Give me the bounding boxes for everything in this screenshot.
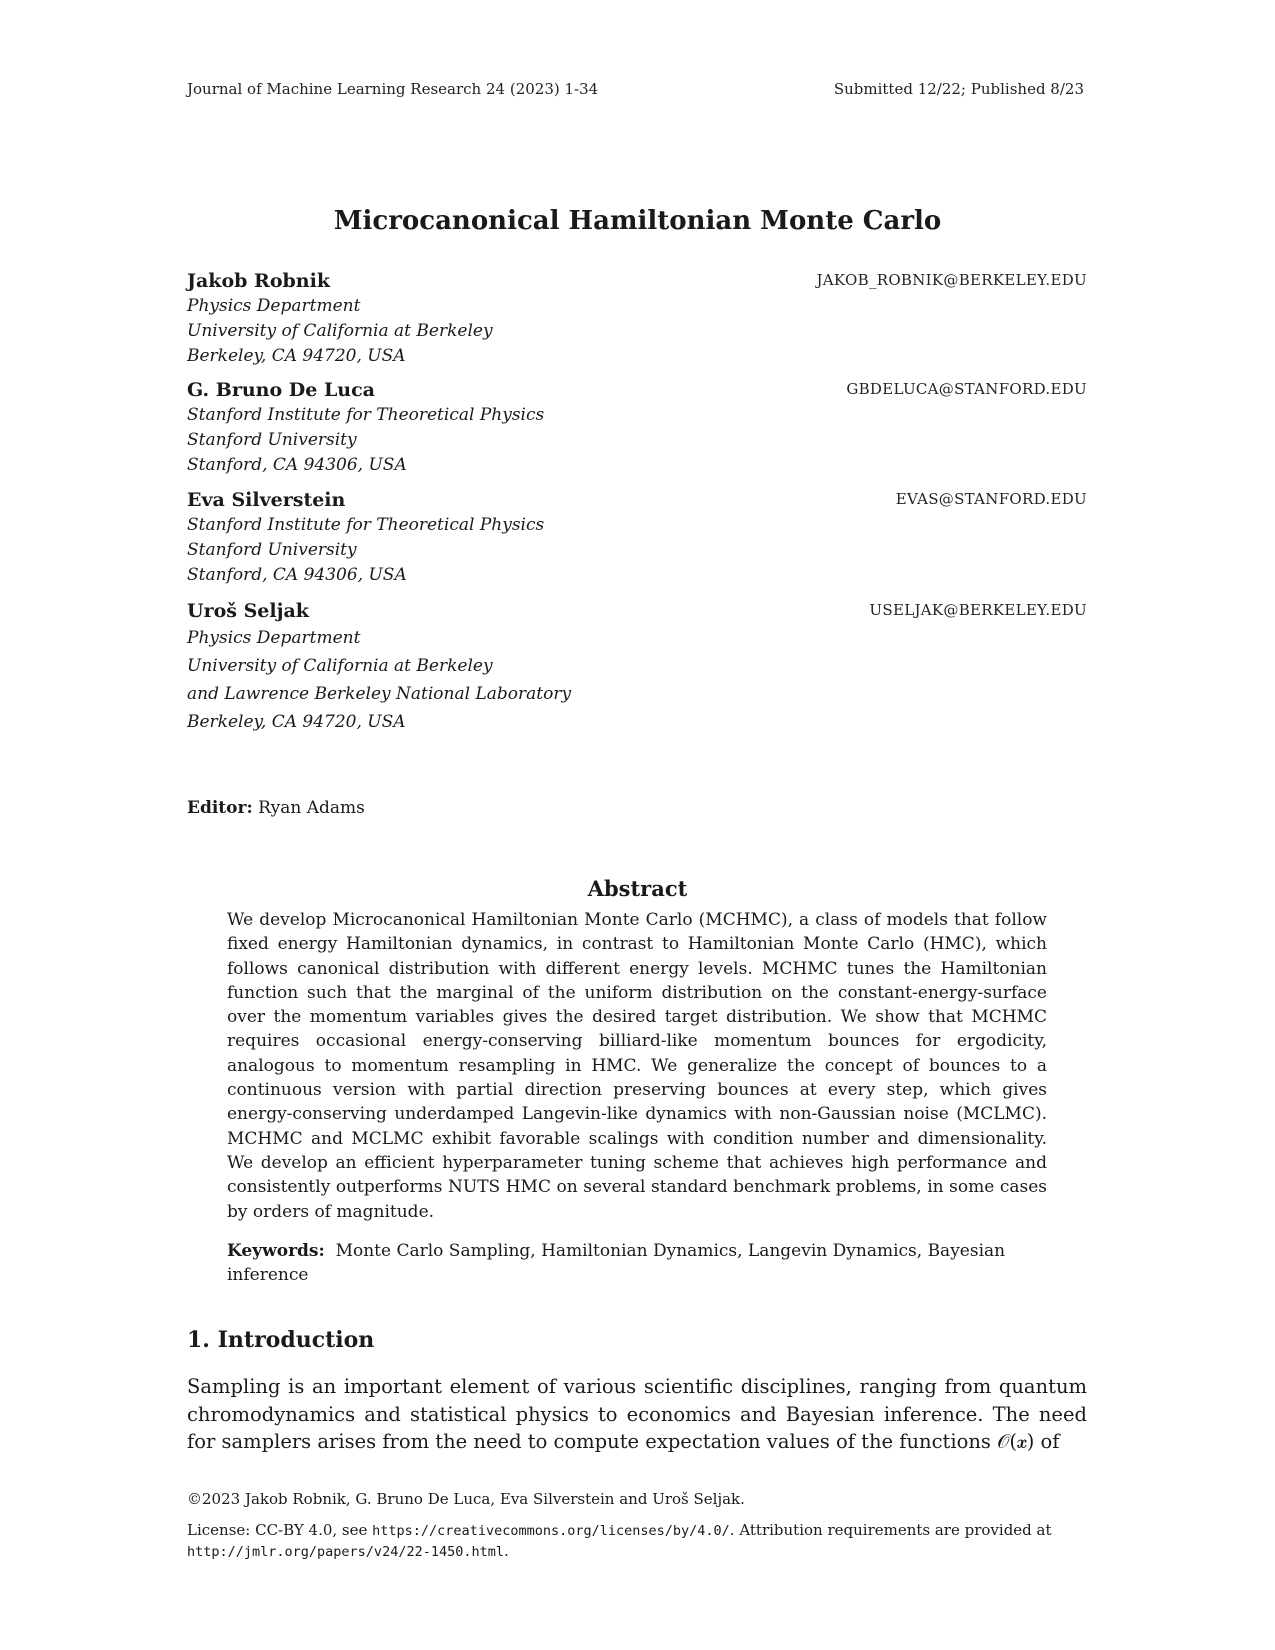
- keywords-line: [227, 1239, 1047, 1288]
- submission-dates: Submitted 12/22; Published 8/23: [833, 80, 1084, 98]
- author-block: [187, 268, 1087, 369]
- affiliation-line: Stanford University: [187, 430, 357, 450]
- affiliation-line: Stanford, CA 94306, USA: [187, 455, 407, 475]
- section-heading: 1. Introduction: [187, 1327, 375, 1353]
- affiliation-line: Berkeley, CA 94720, USA: [187, 346, 406, 366]
- author-block: [187, 487, 1087, 588]
- license-notice: [187, 1520, 1087, 1562]
- author-name: Jakob Robnik: [187, 270, 330, 292]
- license-link[interactable]: https://creativecommons.org/licenses/by/4.0/: [372, 1523, 730, 1539]
- keywords-text: Monte Carlo Sampling, Hamiltonian Dynamics, Langevin Dynamics, Bayesian inference: [227, 1241, 1006, 1286]
- author-block: [187, 598, 1087, 736]
- paper-title: Microcanonical Hamiltonian Monte Carlo: [333, 206, 942, 236]
- affiliation-line: Stanford Institute for Theoretical Physics: [187, 405, 545, 425]
- affiliation-line: Stanford University: [187, 540, 357, 560]
- author-email[interactable]: EVAS@STANFORD.EDU: [895, 490, 1087, 508]
- author-email[interactable]: GBDELUCA@STANFORD.EDU: [846, 380, 1087, 398]
- editor-label: Editor:: [187, 798, 253, 818]
- editor-name: Ryan Adams: [258, 798, 365, 818]
- keywords-label: Keywords:: [227, 1241, 325, 1261]
- editor-line: [187, 798, 365, 818]
- author-name: Eva Silverstein: [187, 489, 346, 511]
- author-name: Uroš Seljak: [187, 600, 309, 622]
- affiliation-line: Physics Department: [187, 628, 361, 648]
- copyright-notice: ©2023 Jakob Robnik, G. Bruno De Luca, Eva Silverstein and Uroš Seljak.: [187, 1490, 745, 1508]
- author-email[interactable]: USELJAK@BERKELEY.EDU: [869, 601, 1087, 619]
- affiliation-line: Physics Department: [187, 296, 361, 316]
- affiliation-line: Stanford, CA 94306, USA: [187, 565, 407, 585]
- affiliation-line: and Lawrence Berkeley National Laboratory: [187, 684, 572, 704]
- author-email[interactable]: JAKOB_ROBNIK@BERKELEY.EDU: [816, 271, 1087, 289]
- abstract-text: We develop Microcanonical Hamiltonian Monte Carlo (MCHMC), a class of models that follow fixed energy Hamiltonian dynamics, in contrast to Hamiltonian Monte Carlo (HMC), which follows canonical distribution with different energy levels. MCHMC tunes the Hamiltonian function such that the marginal of the uniform distribution on the constant-energy-surface over the momentum variables gives the desired target distribution. We show that MCHMC requires occasional energy-conserving billiard-like momentum bounces for ergodicity, analogous to momentum resampling in HMC. We generalize the concept of bounces to a continuous version with partial direction preserving bounces at every step, which gives energy-conserving underdamped Langevin-like dynamics with non-Gaussian noise (MCLMC). MCHMC and MCLMC exhibit favorable scalings with condition number and dimensionality. We develop an efficient hyperparameter tuning scheme that achieves high performance and consistently outperforms NUTS HMC on several standard benchmark problems, in some cases by orders of magnitude.: [227, 910, 1047, 1222]
- intro-paragraph: Sampling is an important element of various scientific disciplines, ranging from quantum chromodynamics and statistical physics to economics and Bayesian inference. The need for samplers arises from the need to compute expectation values of the functions 𝒪(𝒙) of: [187, 1375, 1087, 1454]
- abstract-heading: Abstract: [587, 876, 688, 901]
- license-suffix: .: [503, 1542, 509, 1560]
- affiliation-line: University of California at Berkeley: [187, 656, 493, 676]
- author-block: [187, 377, 1087, 478]
- journal-header: Journal of Machine Learning Research 24 (2023) 1-34: [187, 80, 599, 98]
- affiliation-line: Stanford Institute for Theoretical Physics: [187, 515, 545, 535]
- license-prefix: License: CC-BY 4.0, see: [187, 1521, 373, 1539]
- affiliation-line: Berkeley, CA 94720, USA: [187, 712, 406, 732]
- author-name: G. Bruno De Luca: [187, 379, 375, 401]
- license-middle: . Attribution requirements are provided at: [729, 1521, 1052, 1539]
- affiliation-line: University of California at Berkeley: [187, 321, 493, 341]
- paper-link[interactable]: http://jmlr.org/papers/v24/22-1450.html: [187, 1544, 504, 1560]
